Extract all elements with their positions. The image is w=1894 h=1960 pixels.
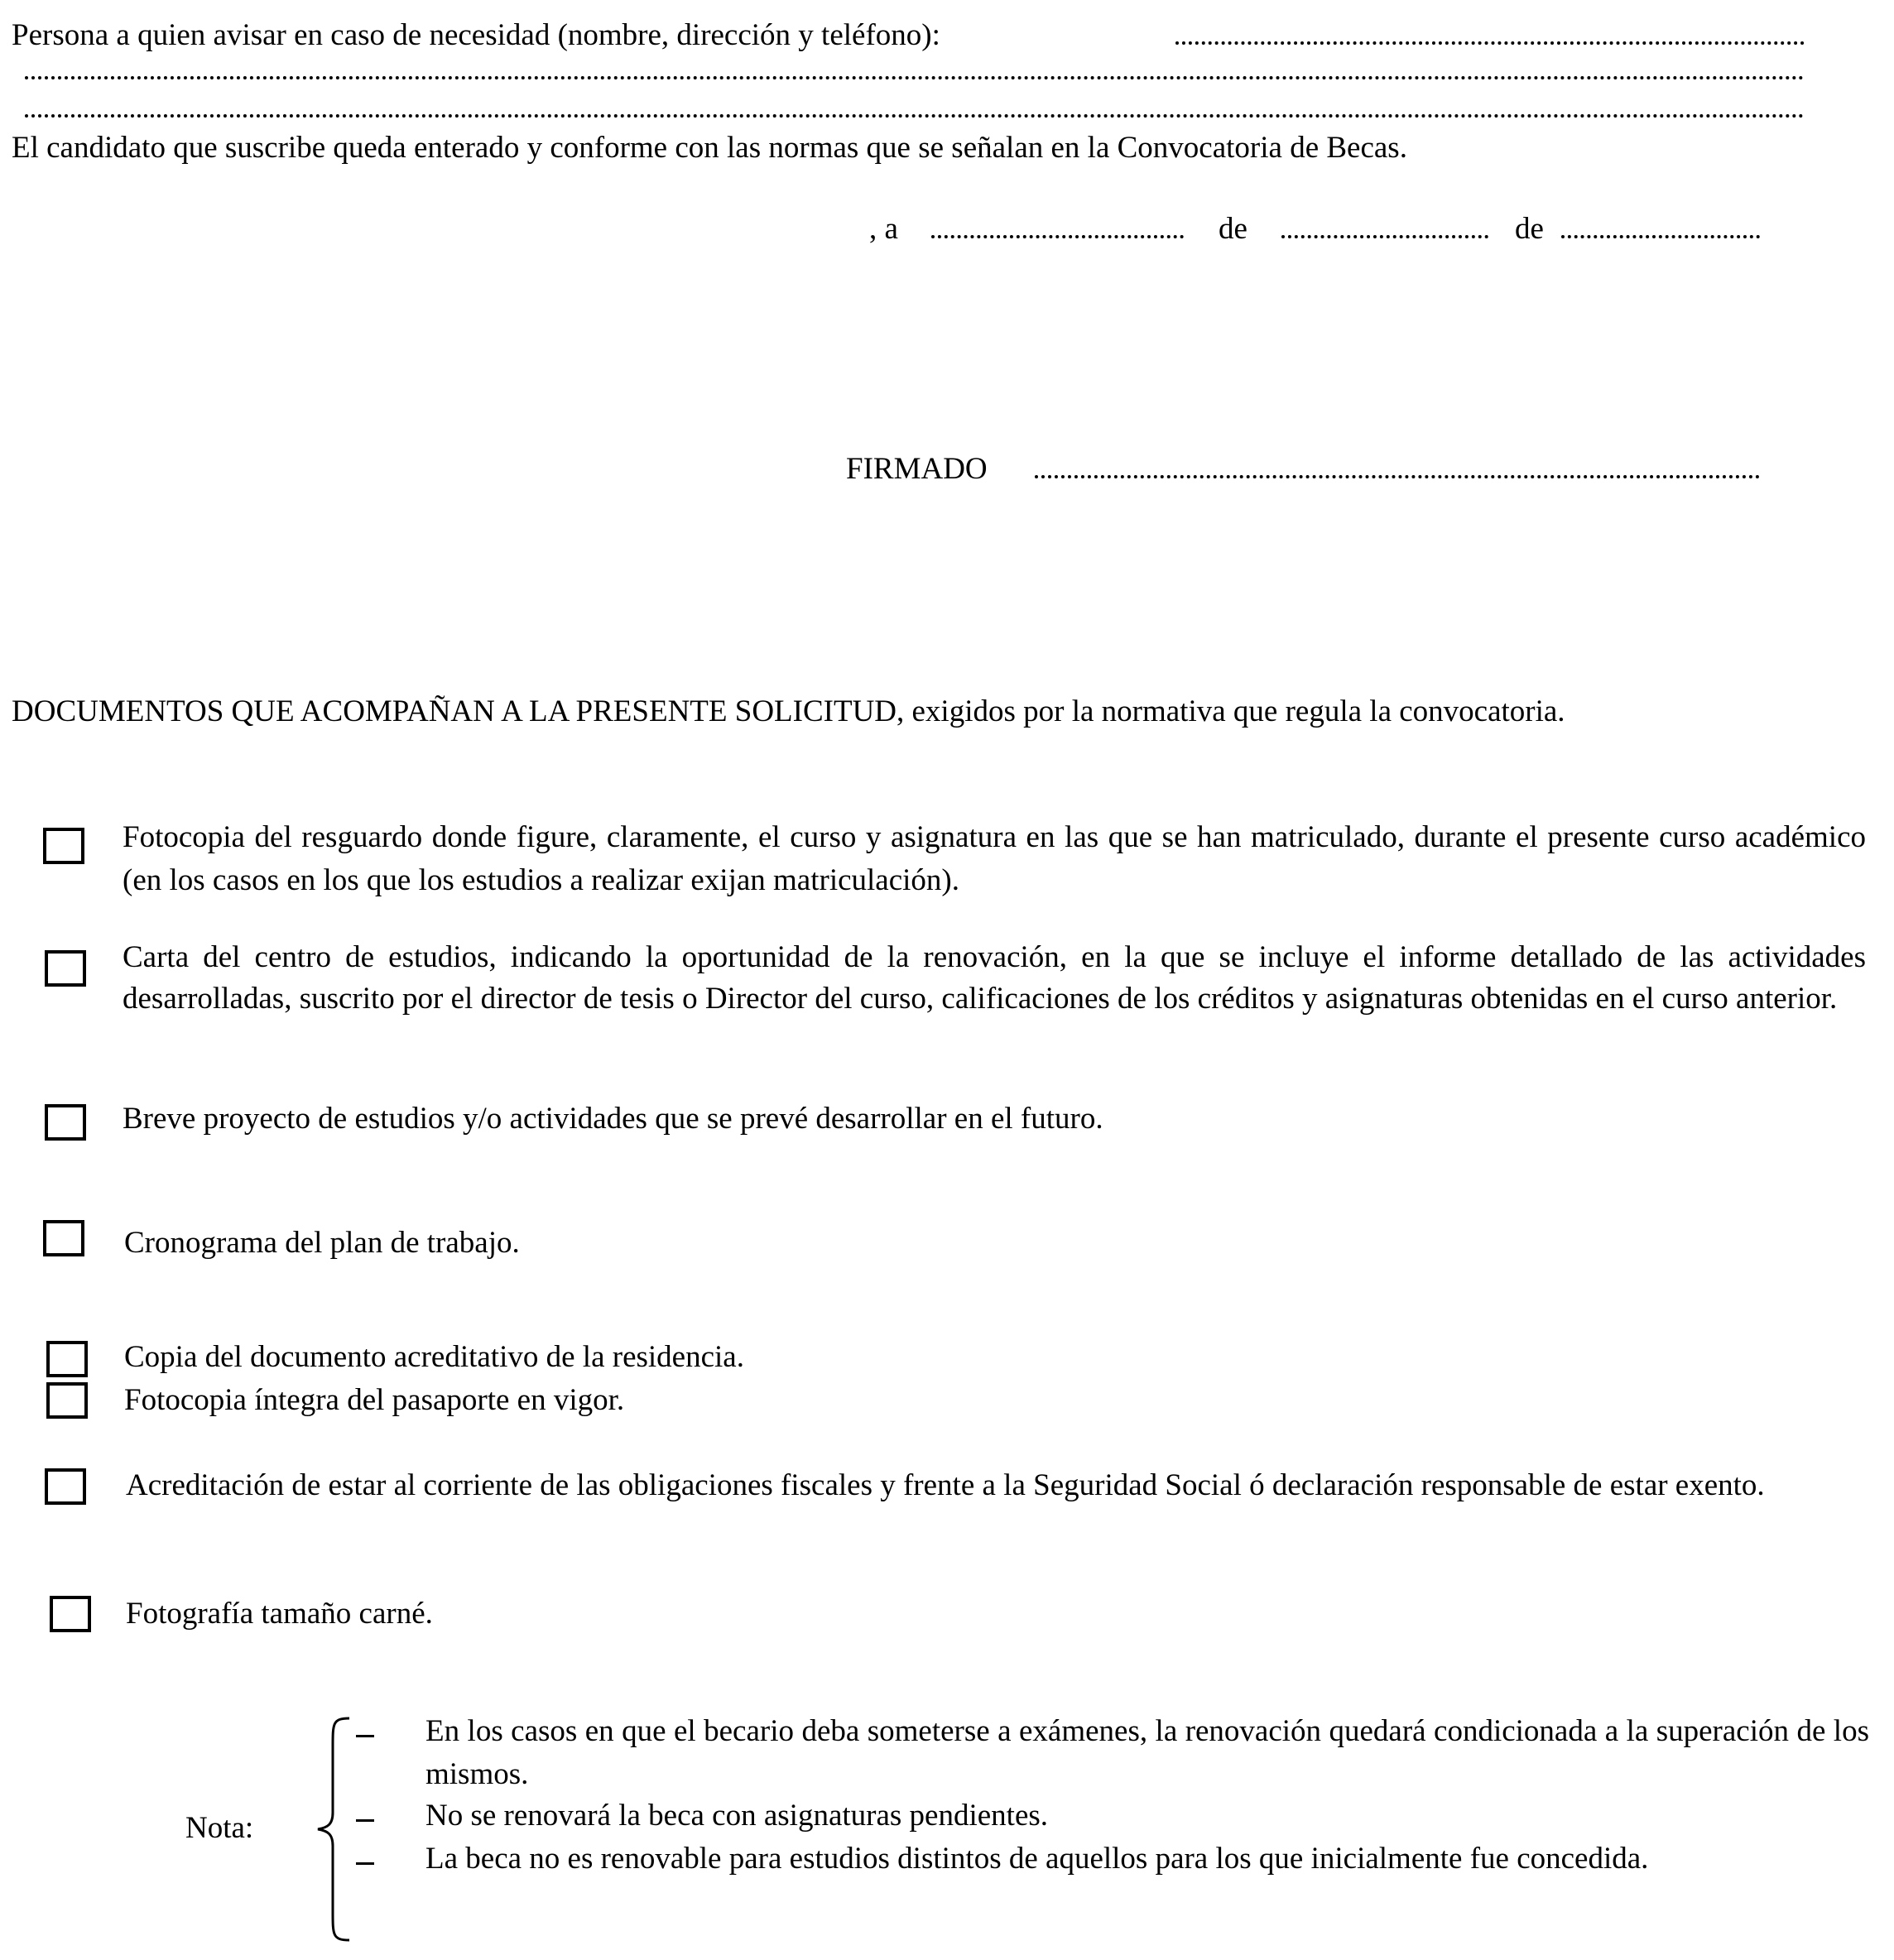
nota-brace-icon xyxy=(315,1713,356,1945)
date-prefix: , a xyxy=(869,212,898,246)
agreement-statement: El candidato que suscribe queda enterado y conforme con las normas que se señalan en la Convocatoria de Becas. xyxy=(12,131,1407,165)
checkbox-proyecto[interactable] xyxy=(45,1104,86,1141)
contact-person-field-3[interactable] xyxy=(25,114,1805,118)
checkbox-fotografia[interactable] xyxy=(50,1596,91,1632)
date-month-field[interactable] xyxy=(1281,235,1488,238)
nota-label: Nota: xyxy=(185,1811,254,1845)
date-de-2: de xyxy=(1515,212,1544,246)
documents-heading: DOCUMENTOS QUE ACOMPAÑAN A LA PRESENTE SOLICITUD, exigidos por la normativa que regula la convocatoria. xyxy=(12,694,1565,728)
checkbox-resguardo[interactable] xyxy=(43,828,84,864)
contact-person-field-2[interactable] xyxy=(25,76,1805,79)
doc-item-pasaporte: Fotocopia íntegra del pasaporte en vigor. xyxy=(124,1383,625,1417)
date-year-field[interactable] xyxy=(1561,235,1760,238)
signature-field[interactable] xyxy=(1035,475,1760,478)
date-de-1: de xyxy=(1219,212,1247,246)
doc-item-acreditacion: Acreditación de estar al corriente de las obligaciones fiscales y frente a la Seguridad Social ó declaración responsable de estar exento. xyxy=(126,1468,1765,1502)
doc-item-proyecto: Breve proyecto de estudios y/o actividades que se prevé desarrollar en el futuro. xyxy=(123,1102,1103,1136)
checkbox-pasaporte[interactable] xyxy=(46,1382,88,1419)
contact-person-text: Persona a quien avisar en caso de necesidad (nombre, dirección y teléfono): xyxy=(12,18,940,52)
date-line xyxy=(869,210,898,248)
checkbox-residencia[interactable] xyxy=(46,1341,88,1377)
nota-dash-3 xyxy=(356,1862,374,1865)
doc-item-fotografia: Fotografía tamaño carné. xyxy=(126,1597,433,1631)
doc-item-resguardo: Fotocopia del resguardo donde figure, claramente, el curso y asignatura en las que se han matriculado, durante el presente curso académico (en los casos en los que los estudios a realizar exijan matriculación). xyxy=(123,820,1866,897)
signature-label: FIRMADO xyxy=(846,452,988,486)
checkbox-carta[interactable] xyxy=(45,950,86,987)
nota-item-3: La beca no es renovable para estudios distintos de aquellos para los que inicialmente fue concedida. xyxy=(425,1842,1649,1876)
contact-person-label xyxy=(12,17,940,55)
doc-item-carta: Carta del centro de estudios, indicando la oportunidad de la renovación, en la que se incluye el informe detallado de las actividades desarrolladas, suscrito por el director de tesis o Director del curso, calificaciones de los créditos y asignaturas obtenidas en el curso anterior. xyxy=(123,940,1866,1016)
nota-dash-2 xyxy=(356,1819,374,1822)
nota-item-1: En los casos en que el becario deba someterse a exámenes, la renovación quedará condicionada a la superación de los mismos. xyxy=(425,1714,1869,1791)
nota-dash-1 xyxy=(356,1735,374,1737)
doc-item-cronograma: Cronograma del plan de trabajo. xyxy=(124,1226,520,1260)
date-day-field[interactable] xyxy=(931,235,1184,238)
contact-person-field-1[interactable] xyxy=(1175,41,1805,45)
nota-item-2: No se renovará la beca con asignaturas pendientes. xyxy=(425,1799,1049,1833)
checkbox-cronograma[interactable] xyxy=(43,1220,84,1256)
checkbox-acreditacion[interactable] xyxy=(45,1468,86,1505)
doc-item-residencia: Copia del documento acreditativo de la residencia. xyxy=(124,1340,744,1374)
